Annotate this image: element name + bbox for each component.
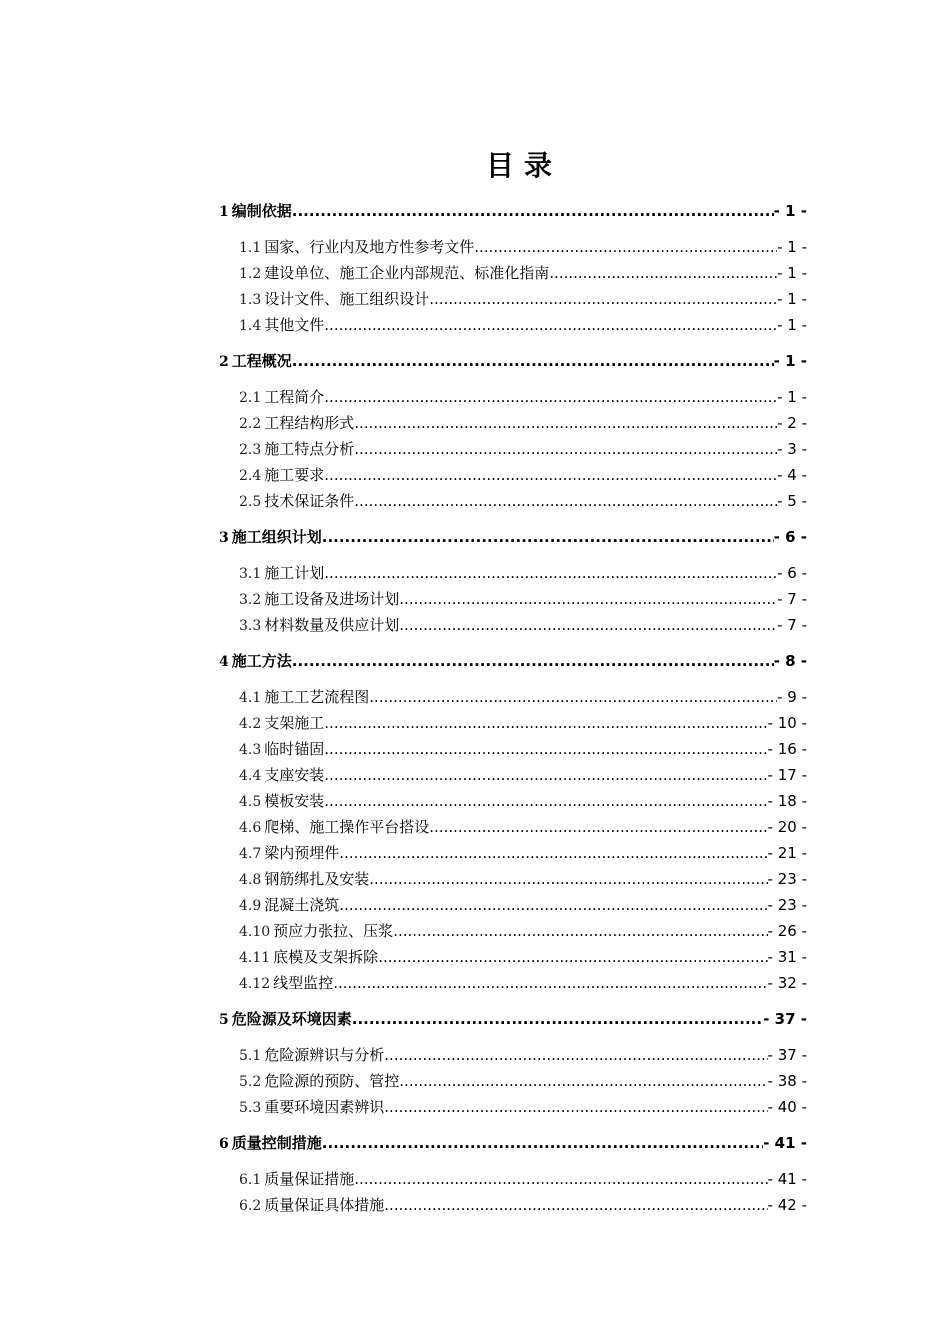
- entry-page-number: - 6 -: [773, 528, 807, 546]
- toc-subsection-entry[interactable]: [219, 1042, 807, 1068]
- entry-page-number: - 42 -: [767, 1196, 807, 1214]
- entry-title: 施工要求: [264, 466, 325, 484]
- entry-title: 其他文件: [264, 316, 325, 334]
- entry-title: 材料数量及供应计划: [264, 616, 400, 634]
- toc-subsection-entry[interactable]: [219, 260, 807, 286]
- entry-page-number: - 1 -: [777, 238, 807, 256]
- entry-title: 工程结构形式: [264, 414, 355, 432]
- entry-number: 4.3: [239, 742, 262, 758]
- entry-number: 4.4: [239, 768, 262, 784]
- dot-leader: [333, 970, 767, 996]
- dot-leader: [324, 788, 767, 814]
- entry-number: 3: [219, 530, 229, 546]
- entry-title: 支架施工: [264, 714, 325, 732]
- entry-title: 爬梯、施工操作平台搭设: [264, 818, 430, 836]
- section-spacer: [219, 674, 807, 684]
- entry-number: 4.9: [239, 898, 262, 914]
- dot-leader: [339, 840, 767, 866]
- entry-number: 2.5: [239, 494, 262, 510]
- entry-number: 6.1: [239, 1172, 262, 1188]
- toc-section-entry[interactable]: [219, 1006, 807, 1032]
- entry-page-number: - 21 -: [767, 844, 807, 862]
- entry-title: 质量保证具体措施: [264, 1196, 385, 1214]
- entry-title: 质量控制措施: [231, 1134, 322, 1152]
- entry-number: 5.2: [239, 1074, 262, 1090]
- entry-number: 6: [219, 1136, 229, 1152]
- toc-section-entry[interactable]: [219, 348, 807, 374]
- section-spacer: [219, 1032, 807, 1042]
- dot-leader: [339, 892, 767, 918]
- entry-title: 质量保证措施: [264, 1170, 355, 1188]
- toc-subsection-entry[interactable]: [219, 312, 807, 338]
- entry-title: 危险源辨识与分析: [264, 1046, 385, 1064]
- toc-subsection-entry[interactable]: [219, 866, 807, 892]
- entry-page-number: - 20 -: [767, 818, 807, 836]
- entry-page-number: - 10 -: [767, 714, 807, 732]
- entry-number: 5.1: [239, 1048, 262, 1064]
- entry-number: 6.2: [239, 1198, 262, 1214]
- entry-page-number: - 23 -: [767, 896, 807, 914]
- dot-leader: [354, 1166, 767, 1192]
- dot-leader: [322, 1130, 763, 1156]
- entry-page-number: - 23 -: [767, 870, 807, 888]
- dot-leader: [399, 586, 777, 612]
- entry-page-number: - 41 -: [767, 1170, 807, 1188]
- toc-subsection-entry[interactable]: [219, 684, 807, 710]
- entry-title: 技术保证条件: [264, 492, 355, 510]
- entry-page-number: - 40 -: [767, 1098, 807, 1116]
- entry-page-number: - 7 -: [777, 590, 807, 608]
- dot-leader: [324, 762, 767, 788]
- entry-page-number: - 5 -: [777, 492, 807, 510]
- dot-leader: [322, 524, 774, 550]
- dot-leader: [549, 260, 777, 286]
- entry-page-number: - 16 -: [767, 740, 807, 758]
- entry-page-number: - 37 -: [767, 1046, 807, 1064]
- entry-title: 施工组织计划: [231, 528, 322, 546]
- entry-number: 4.7: [239, 846, 262, 862]
- toc-subsection-entry[interactable]: [219, 1192, 807, 1218]
- entry-number: 4: [219, 654, 229, 670]
- dot-leader: [384, 1192, 767, 1218]
- toc-section-entry[interactable]: [219, 648, 807, 674]
- entry-title: 底模及支架拆除: [273, 948, 379, 966]
- entry-number: 4.12: [239, 976, 271, 992]
- entry-number: 4.1: [239, 690, 262, 706]
- entry-number: 1.4: [239, 318, 262, 334]
- entry-number: 5: [219, 1012, 229, 1028]
- entry-number: 2.3: [239, 442, 262, 458]
- toc-subsection-entry[interactable]: [219, 892, 807, 918]
- entry-number: 1.2: [239, 266, 262, 282]
- entry-page-number: - 31 -: [767, 948, 807, 966]
- toc-subsection-entry[interactable]: [219, 814, 807, 840]
- toc-title: 目录: [485, 149, 562, 182]
- entry-page-number: - 4 -: [777, 466, 807, 484]
- entry-page-number: - 37 -: [763, 1010, 807, 1028]
- entry-title: 编制依据: [231, 202, 292, 220]
- entry-title: 工程概况: [231, 352, 292, 370]
- toc-subsection-entry[interactable]: [219, 970, 807, 996]
- entry-page-number: - 7 -: [777, 616, 807, 634]
- dot-leader: [324, 384, 777, 410]
- toc-subsection-entry[interactable]: [219, 234, 807, 260]
- dot-leader: [474, 234, 777, 260]
- entry-number: 4.6: [239, 820, 262, 836]
- dot-leader: [324, 560, 777, 586]
- toc-subsection-entry[interactable]: [219, 918, 807, 944]
- entry-number: 4.5: [239, 794, 262, 810]
- entry-number: 2.1: [239, 390, 262, 406]
- toc-subsection-entry[interactable]: [219, 560, 807, 586]
- entry-page-number: - 1 -: [777, 316, 807, 334]
- entry-title: 设计文件、施工组织设计: [264, 290, 430, 308]
- toc-subsection-entry[interactable]: [219, 944, 807, 970]
- toc-subsection-entry[interactable]: [219, 384, 807, 410]
- dot-leader: [292, 648, 774, 674]
- toc-section-entry[interactable]: [219, 1130, 807, 1156]
- entry-title: 危险源的预防、管控: [264, 1072, 400, 1090]
- entry-page-number: - 26 -: [767, 922, 807, 940]
- entry-title: 施工特点分析: [264, 440, 355, 458]
- dot-leader: [384, 1094, 767, 1120]
- section-spacer: [219, 1156, 807, 1166]
- entry-page-number: - 41 -: [763, 1134, 807, 1152]
- entry-page-number: - 6 -: [777, 564, 807, 582]
- entry-number: 4.11: [239, 950, 271, 966]
- toc-subsection-entry[interactable]: [219, 840, 807, 866]
- toc-subsection-entry[interactable]: [219, 788, 807, 814]
- entry-number: 1: [219, 204, 229, 220]
- toc-subsection-entry[interactable]: [219, 436, 807, 462]
- dot-leader: [354, 436, 777, 462]
- entry-title: 工程简介: [264, 388, 325, 406]
- entry-number: 4.8: [239, 872, 262, 888]
- entry-title: 施工工艺流程图: [264, 688, 370, 706]
- entry-title: 模板安装: [264, 792, 325, 810]
- entry-number: 3.2: [239, 592, 262, 608]
- entry-title: 钢筋绑扎及安装: [264, 870, 370, 888]
- entry-page-number: - 3 -: [777, 440, 807, 458]
- dot-leader: [393, 918, 767, 944]
- section-spacer: [219, 550, 807, 560]
- toc-subsection-entry[interactable]: [219, 612, 807, 638]
- entry-page-number: - 32 -: [767, 974, 807, 992]
- toc-subsection-entry[interactable]: [219, 762, 807, 788]
- dot-leader: [324, 710, 767, 736]
- entry-number: 1.3: [239, 292, 262, 308]
- toc-subsection-entry[interactable]: [219, 488, 807, 514]
- dot-leader: [324, 462, 777, 488]
- entry-number: 4.10: [239, 924, 271, 940]
- dot-leader: [378, 944, 767, 970]
- entry-title: 线型监控: [273, 974, 334, 992]
- entry-title: 混凝土浇筑: [264, 896, 340, 914]
- dot-leader: [429, 286, 777, 312]
- entry-title: 施工设备及进场计划: [264, 590, 400, 608]
- toc-section-entry[interactable]: [219, 524, 807, 550]
- dot-leader: [352, 1006, 763, 1032]
- toc-subsection-entry[interactable]: [219, 710, 807, 736]
- entry-number: 4.2: [239, 716, 262, 732]
- entry-page-number: - 1 -: [773, 352, 807, 370]
- toc-subsection-entry[interactable]: [219, 410, 807, 436]
- entry-title: 预应力张拉、压浆: [273, 922, 394, 940]
- entry-page-number: - 1 -: [777, 388, 807, 406]
- dot-leader: [292, 348, 774, 374]
- entry-title: 危险源及环境因素: [231, 1010, 352, 1028]
- entry-title: 国家、行业内及地方性参考文件: [264, 238, 475, 256]
- dot-leader: [384, 1042, 767, 1068]
- dot-leader: [292, 198, 774, 224]
- toc-subsection-entry[interactable]: [219, 1094, 807, 1120]
- dot-leader: [354, 488, 777, 514]
- dot-leader: [429, 814, 767, 840]
- entry-title: 临时锚固: [264, 740, 325, 758]
- entry-page-number: - 1 -: [777, 264, 807, 282]
- entry-page-number: - 8 -: [773, 652, 807, 670]
- entry-page-number: - 1 -: [777, 290, 807, 308]
- section-spacer: [219, 224, 807, 234]
- entry-number: 2: [219, 354, 229, 370]
- toc-subsection-entry[interactable]: [219, 586, 807, 612]
- entry-page-number: - 2 -: [777, 414, 807, 432]
- toc-subsection-entry[interactable]: [219, 1068, 807, 1094]
- toc-subsection-entry[interactable]: [219, 736, 807, 762]
- entry-number: 2.4: [239, 468, 262, 484]
- entry-number: 3.1: [239, 566, 262, 582]
- entry-page-number: - 9 -: [777, 688, 807, 706]
- entry-number: 5.3: [239, 1100, 262, 1116]
- table-of-contents: [219, 198, 807, 1218]
- dot-leader: [324, 312, 777, 338]
- entry-number: 1.1: [239, 240, 262, 256]
- entry-title: 建设单位、施工企业内部规范、标准化指南: [264, 264, 550, 282]
- entry-number: 2.2: [239, 416, 262, 432]
- entry-page-number: - 18 -: [767, 792, 807, 810]
- toc-section-entry[interactable]: [219, 198, 807, 224]
- dot-leader: [399, 612, 777, 638]
- dot-leader: [369, 684, 777, 710]
- entry-title: 梁内预埋件: [264, 844, 340, 862]
- dot-leader: [324, 736, 767, 762]
- toc-subsection-entry[interactable]: [219, 286, 807, 312]
- dot-leader: [399, 1068, 767, 1094]
- entry-title: 施工计划: [264, 564, 325, 582]
- entry-page-number: - 17 -: [767, 766, 807, 784]
- section-spacer: [219, 374, 807, 384]
- toc-subsection-entry[interactable]: [219, 1166, 807, 1192]
- entry-title: 支座安装: [264, 766, 325, 784]
- dot-leader: [369, 866, 767, 892]
- entry-page-number: - 38 -: [767, 1072, 807, 1090]
- toc-subsection-entry[interactable]: [219, 462, 807, 488]
- entry-number: 3.3: [239, 618, 262, 634]
- dot-leader: [354, 410, 777, 436]
- entry-title: 施工方法: [231, 652, 292, 670]
- entry-page-number: - 1 -: [773, 202, 807, 220]
- entry-title: 重要环境因素辨识: [264, 1098, 385, 1116]
